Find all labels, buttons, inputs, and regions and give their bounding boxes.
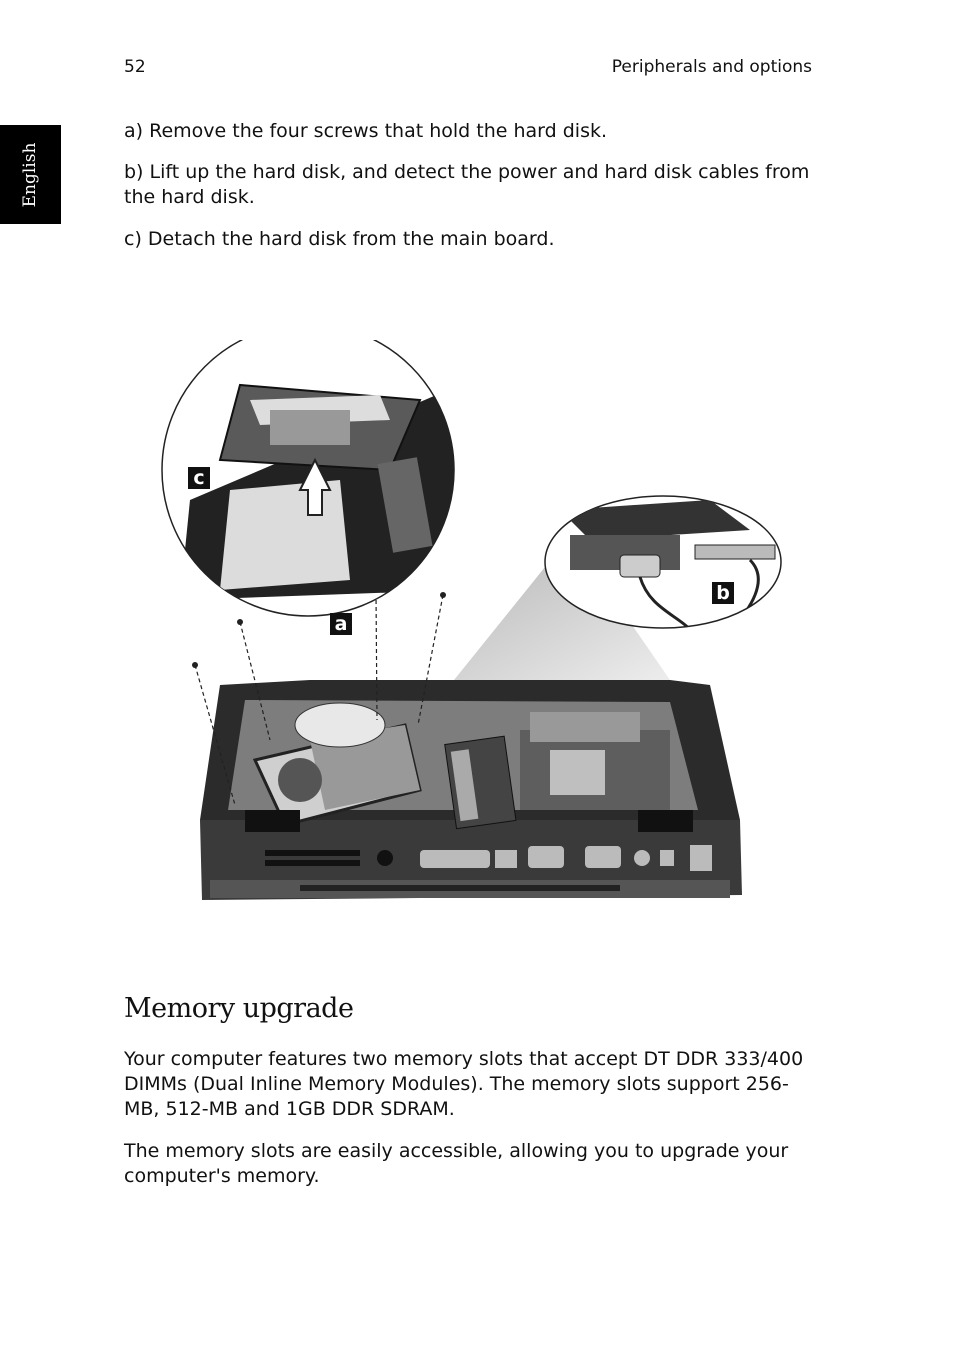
step-a: a) Remove the four screws that hold the hard disk. — [124, 120, 608, 142]
callout-a — [330, 613, 352, 635]
step-c: c) Detach the hard disk from the main board. — [124, 228, 555, 250]
callout-a-label: a — [334, 613, 348, 635]
callout-b — [712, 582, 734, 604]
language-tab — [0, 125, 61, 224]
language-tab-label: English — [20, 142, 40, 208]
memory-paragraph-2: The memory slots are easily accessible, allowing you to upgrade your computer's memory. — [124, 1140, 789, 1187]
page-number: 52 — [124, 57, 146, 77]
callout-c — [188, 467, 210, 489]
running-header: Peripherals and options — [611, 57, 812, 77]
callout-c-label: c — [193, 467, 205, 489]
step-b: b) Lift up the hard disk, and detect the power and hard disk cables from the hard disk. — [124, 161, 810, 208]
section-heading: Memory upgrade — [124, 993, 354, 1024]
hard-disk-removal-illustration — [150, 340, 800, 920]
callout-b-label: b — [716, 582, 730, 604]
memory-paragraph-1: Your computer features two memory slots that accept DT DDR 333/400 DIMMs (Dual Inline Memory Modules). The memory slots support 256-MB, 512-MB and 1GB DDR SDRAM. — [124, 1048, 804, 1120]
laptop-chassis — [200, 680, 742, 900]
